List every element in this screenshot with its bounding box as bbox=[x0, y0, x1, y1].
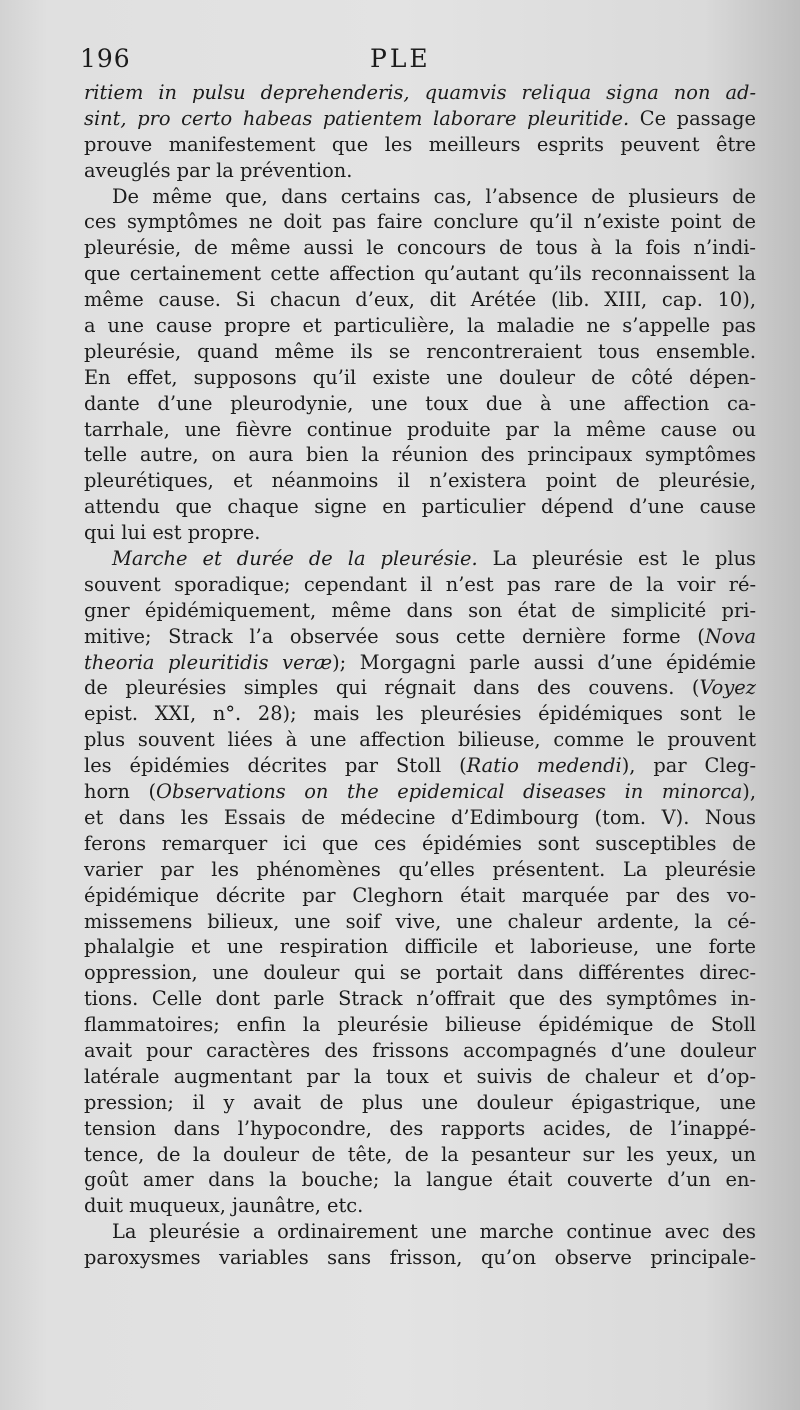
text-line bbox=[84, 391, 756, 417]
text-line bbox=[84, 934, 756, 960]
text-line bbox=[84, 572, 756, 598]
text-segment: duit muqueux, jaunâtre, etc. bbox=[84, 1194, 364, 1218]
text-segment: tence, de la douleur de tête, de la pesanteur sur les yeux, un bbox=[84, 1142, 756, 1166]
italic-text-segment: Observations on the epidemical diseases in minorca bbox=[156, 780, 743, 804]
text-line bbox=[84, 184, 756, 210]
text-line bbox=[84, 468, 756, 494]
text-segment: goût amer dans la bouche; la langue était couverte d’un en- bbox=[84, 1168, 756, 1192]
text-segment: flammatoires; enfin la pleurésie bilieuse épidémique de Stoll bbox=[84, 1013, 756, 1037]
text-line bbox=[84, 365, 756, 391]
text-segment: La pleurésie est le plus bbox=[477, 547, 756, 571]
text-line bbox=[84, 261, 756, 287]
text-line bbox=[84, 106, 756, 132]
text-segment: aveuglés par la prévention. bbox=[84, 158, 353, 182]
text-line bbox=[84, 339, 756, 365]
text-segment: et dans les Essais de médecine d’Edimbourg (tom. V). Nous bbox=[84, 805, 756, 829]
text-segment: les épidémies décrites par Stoll ( bbox=[84, 754, 467, 778]
text-segment: La pleurésie a ordinairement une marche continue avec des bbox=[112, 1220, 756, 1244]
italic-text-segment: Voyez bbox=[699, 676, 756, 700]
text-line bbox=[84, 701, 756, 727]
text-segment: missemens bilieux, une soif vive, une chaleur ardente, la cé- bbox=[84, 909, 756, 933]
text-line bbox=[84, 209, 756, 235]
text-line bbox=[84, 805, 756, 831]
page-header bbox=[80, 44, 750, 78]
text-segment: plus souvent liées à une affection bilieuse, comme le prouvent bbox=[84, 728, 756, 752]
text-segment: attendu que chaque signe en particulier dépend d’une cause bbox=[84, 495, 756, 519]
text-segment: paroxysmes variables sans frisson, qu’on observe principale- bbox=[84, 1246, 756, 1270]
text-segment: phalalgie et une respiration difficile et laborieuse, une forte bbox=[84, 935, 756, 959]
text-line bbox=[84, 1038, 756, 1064]
text-line bbox=[84, 650, 756, 676]
text-segment: oppression, une douleur qui se portait dans différentes direc- bbox=[84, 961, 756, 985]
text-line bbox=[84, 883, 756, 909]
text-line bbox=[84, 132, 756, 158]
text-segment: prouve manifestement que les meilleurs esprits peuvent être bbox=[84, 132, 756, 156]
text-line bbox=[84, 624, 756, 650]
text-segment: horn ( bbox=[84, 780, 157, 804]
text-line bbox=[84, 1219, 756, 1245]
text-segment: ), par Cleg- bbox=[621, 754, 756, 778]
italic-text-segment: ritiem in pulsu deprehenderis, quamvis reliqua signa non ad- bbox=[84, 81, 756, 104]
text-line bbox=[84, 857, 756, 883]
text-line bbox=[84, 158, 756, 184]
text-segment: qui lui est propre. bbox=[84, 521, 261, 545]
text-line bbox=[84, 986, 756, 1012]
italic-text-segment: Ratio medendi bbox=[466, 754, 622, 778]
italic-text-segment: sint, pro certo habeas patientem laborare pleuritide. bbox=[84, 106, 630, 130]
text-line bbox=[84, 1142, 756, 1168]
text-segment: mitive; Strack l’a observée sous cette dernière forme ( bbox=[84, 624, 705, 648]
text-segment: pleurétiques, et néanmoins il n’existera point de pleurésie, bbox=[84, 469, 756, 493]
body-text bbox=[84, 80, 756, 1271]
text-segment: dante d’une pleurodynie, une toux due à une affection ca- bbox=[84, 391, 756, 415]
text-line bbox=[84, 313, 756, 339]
text-segment: ); Morgagni parle aussi d’une épidémie bbox=[332, 650, 756, 674]
text-line bbox=[84, 779, 756, 805]
text-line bbox=[84, 909, 756, 935]
text-line bbox=[84, 546, 756, 572]
text-segment: pleurésie, de même aussi le concours de tous à la fois n’indi- bbox=[84, 236, 756, 260]
text-line bbox=[84, 80, 756, 106]
running-head: PLE bbox=[370, 44, 431, 73]
text-segment: ferons remarquer ici que ces épidémies sont susceptibles de bbox=[84, 831, 756, 855]
text-segment: de pleurésies simples qui régnait dans des couvens. ( bbox=[84, 676, 700, 700]
text-line bbox=[84, 960, 756, 986]
text-segment: epist. XXI, n°. 28); mais les pleurésies épidémiques sont le bbox=[84, 702, 756, 726]
text-segment: ), bbox=[742, 780, 756, 804]
text-line bbox=[84, 598, 756, 624]
text-line bbox=[84, 675, 756, 701]
italic-text-segment: theoria pleuritidis veræ bbox=[84, 650, 333, 674]
text-segment: souvent sporadique; cependant il n’est pas rare de la voir ré- bbox=[84, 572, 756, 596]
text-segment: épidémique décrite par Cleghorn était marquée par des vo- bbox=[84, 883, 756, 907]
text-line bbox=[84, 1064, 756, 1090]
text-segment: avait pour caractères des frissons accompagnés d’une douleur bbox=[84, 1038, 756, 1062]
text-segment: tarrhale, une fièvre continue produite par la même cause ou bbox=[84, 417, 756, 441]
text-line bbox=[84, 442, 756, 468]
page-number: 196 bbox=[80, 44, 131, 73]
text-segment: a une cause propre et particulière, la maladie ne s’appelle pas bbox=[84, 314, 756, 338]
text-line bbox=[84, 1116, 756, 1142]
text-line bbox=[84, 520, 756, 546]
text-line bbox=[84, 287, 756, 313]
text-line bbox=[84, 235, 756, 261]
text-segment: varier par les phénomènes qu’elles présentent. La pleurésie bbox=[84, 857, 756, 881]
text-segment: En effet, supposons qu’il existe une douleur de côté dépen- bbox=[84, 365, 756, 389]
text-line bbox=[84, 727, 756, 753]
text-segment: que certainement cette affection qu’autant qu’ils reconnaissent la bbox=[84, 262, 756, 286]
text-line bbox=[84, 1193, 756, 1219]
text-segment: même cause. Si chacun d’eux, dit Arétée (lib. XIII, cap. 10), bbox=[84, 288, 756, 312]
text-line bbox=[84, 1012, 756, 1038]
text-line bbox=[84, 831, 756, 857]
text-segment: latérale augmentant par la toux et suivis de chaleur et d’op- bbox=[84, 1064, 756, 1088]
text-segment: tension dans l’hypocondre, des rapports acides, de l’inappé- bbox=[84, 1116, 756, 1140]
text-segment: gner épidémiquement, même dans son état de simplicité pri- bbox=[84, 598, 756, 622]
text-segment: tions. Celle dont parle Strack n’offrait que des symptômes in- bbox=[84, 987, 756, 1011]
text-line bbox=[84, 494, 756, 520]
text-segment: ces symptômes ne doit pas faire conclure qu’il n’existe point de bbox=[84, 210, 756, 234]
text-line bbox=[84, 1245, 756, 1271]
text-line bbox=[84, 753, 756, 779]
italic-text-segment: Nova bbox=[704, 624, 756, 648]
text-segment: pression; il y avait de plus une douleur épigastrique, une bbox=[84, 1090, 756, 1114]
italic-text-segment: Marche et durée de la pleurésie. bbox=[112, 547, 478, 571]
text-line bbox=[84, 1167, 756, 1193]
text-segment: telle autre, on aura bien la réunion des principaux symptômes bbox=[84, 443, 756, 467]
text-segment: Ce passage bbox=[629, 106, 756, 130]
text-line bbox=[84, 1090, 756, 1116]
text-segment: pleurésie, quand même ils se rencontreraient tous ensemble. bbox=[84, 339, 756, 363]
text-line bbox=[84, 417, 756, 443]
text-segment: De même que, dans certains cas, l’absence de plusieurs de bbox=[112, 184, 756, 208]
